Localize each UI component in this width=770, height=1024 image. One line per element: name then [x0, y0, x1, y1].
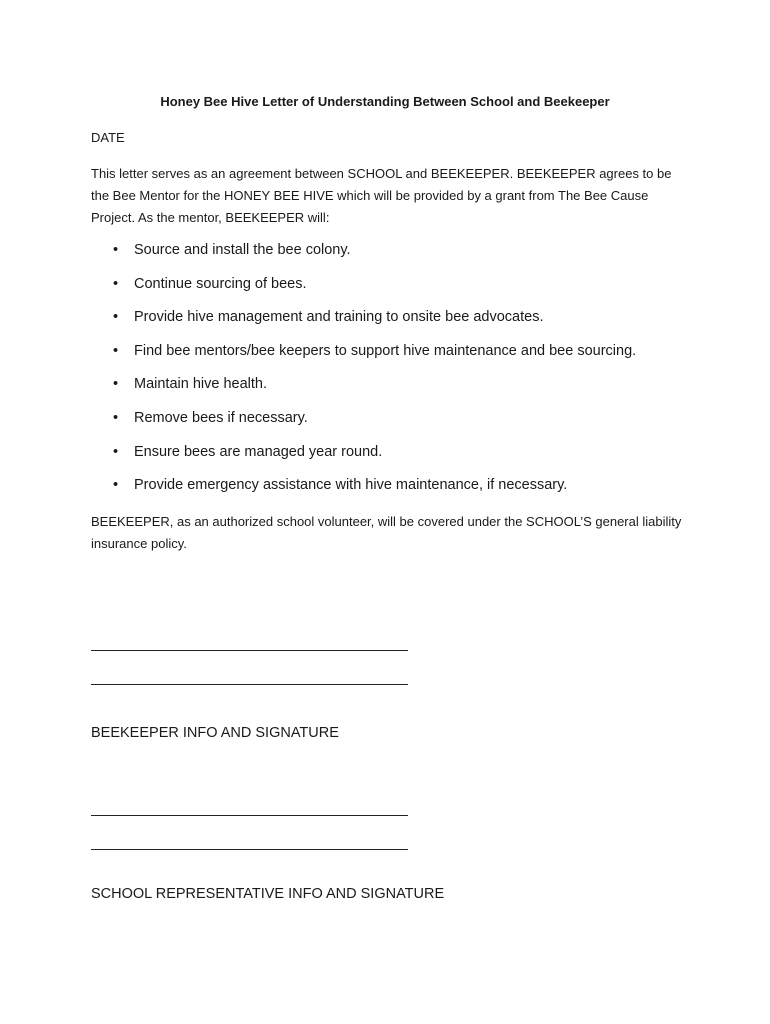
document-title: Honey Bee Hive Letter of Understanding Between School and Beekeeper — [160, 94, 610, 109]
school-signature-line-1[interactable] — [91, 815, 408, 816]
list-item-text: Maintain hive health. — [134, 376, 267, 393]
list-item — [91, 341, 731, 375]
list-item — [91, 240, 731, 274]
beekeeper-signature-line-1[interactable] — [91, 650, 408, 651]
liability-paragraph: BEEKEEPER, as an authorized school volunteer, will be covered under the SCHOOL’S general liability insurance policy. — [91, 514, 682, 551]
bullet-icon: • — [113, 376, 119, 393]
bullet-icon: • — [113, 409, 119, 426]
list-item-text: Continue sourcing of bees. — [134, 275, 307, 292]
bullet-icon: • — [113, 477, 119, 494]
list-item-text: Find bee mentors/bee keepers to support hive maintenance and bee sourcing. — [134, 342, 637, 359]
list-item — [91, 408, 731, 442]
beekeeper-signature-line-2[interactable] — [91, 684, 408, 685]
bullet-icon: • — [113, 443, 119, 460]
bullet-icon: • — [113, 342, 119, 359]
list-item — [91, 274, 731, 308]
beekeeper-section-label: BEEKEEPER INFO AND SIGNATURE — [91, 725, 339, 741]
bullet-icon: • — [113, 275, 119, 292]
bullet-icon: • — [113, 242, 119, 258]
list-item — [91, 442, 731, 476]
list-item-text: Ensure bees are managed year round. — [134, 443, 383, 460]
list-item-text: Provide hive management and training to onsite bee advocates. — [134, 309, 544, 326]
list-item — [91, 374, 731, 408]
list-item-text: Provide emergency assistance with hive maintenance, if necessary. — [134, 477, 568, 494]
list-item — [91, 475, 731, 509]
school-signature-line-2[interactable] — [91, 849, 408, 850]
school-section-label: SCHOOL REPRESENTATIVE INFO AND SIGNATURE — [91, 886, 445, 902]
mentor-duties-list — [91, 240, 731, 509]
list-item-text: Source and install the bee colony. — [134, 242, 351, 258]
date-label: DATE — [91, 130, 125, 145]
list-item — [91, 307, 731, 341]
intro-paragraph: This letter serves as an agreement between SCHOOL and BEEKEEPER. BEEKEEPER agrees to be the Bee Mentor for the HONEY BEE HIVE which will be provided by a grant from The Bee Cause Project. As the mentor, BEEKEEPER will: — [91, 166, 672, 225]
bullet-icon: • — [113, 309, 119, 326]
list-item-text: Remove bees if necessary. — [134, 409, 308, 426]
